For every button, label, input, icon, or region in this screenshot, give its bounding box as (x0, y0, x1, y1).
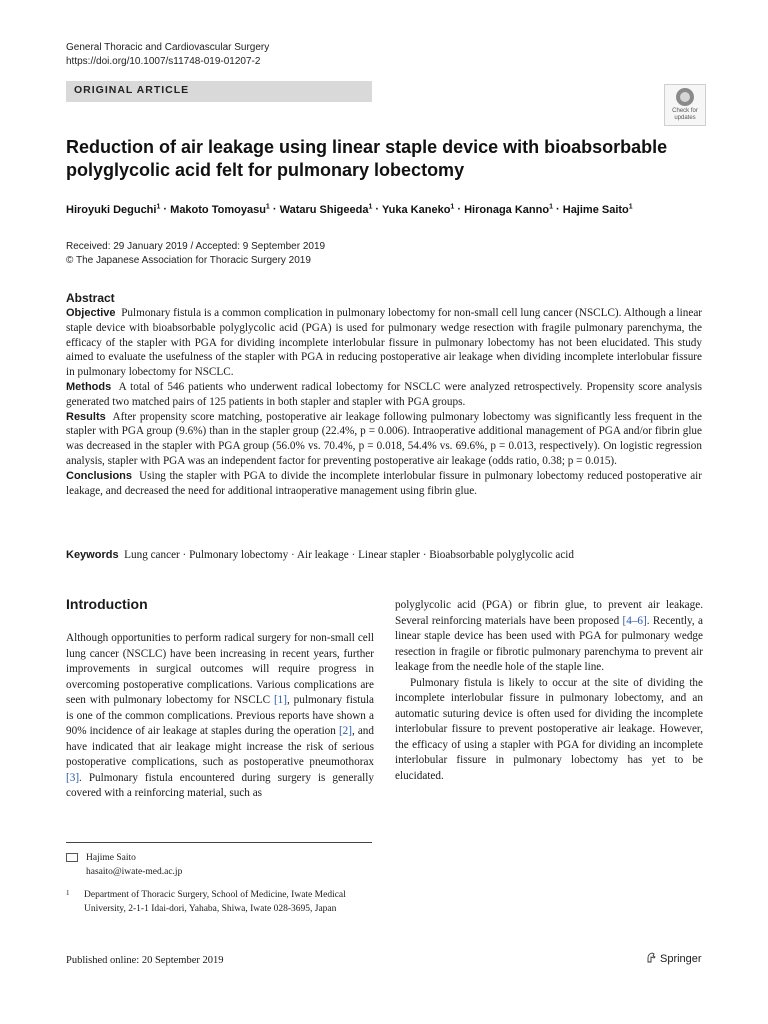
publisher-name: Springer (660, 953, 702, 965)
intro-paragraph: polyglycolic acid (PGA) or fibrin glue, to prevent air leakage. Several reinforcing materials have been proposed [4–6]. Recently, a linear staple device has been used with PGA for pulmonary wedge resection in fragile or fibrotic pulmonary parenchyma to prevent air leakage from the needle hole of the staple line. (395, 599, 703, 673)
doi-link[interactable]: https://doi.org/10.1007/s11748-019-01207-2 (66, 56, 261, 67)
corresponding-name: Hajime Saito (86, 853, 136, 863)
author[interactable]: Yuka Kaneko$^1$ (381, 203, 455, 216)
article-dates (66, 240, 325, 268)
check-for-updates-button[interactable] (664, 84, 706, 126)
affiliation-number: 1 (66, 889, 70, 897)
citation-link[interactable]: [2] (338, 725, 352, 737)
intro-paragraph: Pulmonary fistula is likely to occur at the site of dividing the incomplete interlobular fissure in pulmonary lobectomy, and an automatic suturing device is often used for dividing the incomplete interlobular fissure to prevent postoperative air leakage. However, the efficacy of using a stapler with PGA for dividing an incomplete interlobular fissure in pulmonary lobectomy has yet to be elucidated. (395, 676, 703, 782)
envelope-icon (66, 853, 78, 862)
author-list: Hiroyuki Deguchi$^1$ · Makoto Tomoyasu$^1$ · Wataru Shigeeda$^1$ · Yuka Kaneko$^1$ · Hironaga Kanno$^1$ · Hajime Saito$^1$ (66, 203, 633, 216)
keywords-label: Keywords (66, 549, 119, 561)
article-type-label: ORIGINAL ARTICLE (74, 84, 190, 96)
journal-header (66, 41, 269, 69)
intro-column-right (395, 598, 703, 784)
published-date: Published online: 20 September 2019 (66, 955, 224, 966)
copyright: © The Japanese Association for Thoracic Surgery 2019 (66, 255, 311, 266)
journal-name: General Thoracic and Cardiovascular Surgery (66, 42, 270, 53)
citation-link[interactable]: [4–6] (622, 614, 647, 627)
author[interactable]: Makoto Tomoyasu$^1$ (170, 203, 270, 216)
introduction-heading: Introduction (66, 596, 148, 612)
intro-column-left (66, 631, 374, 802)
springer-horse-icon (646, 952, 656, 963)
keywords-list: Lung cancer · Pulmonary lobectomy · Air leakage · Linear stapler · Bioabsorbable polyglycolic acid (124, 549, 574, 561)
author[interactable]: Hiroyuki Deguchi$^1$ (66, 203, 161, 216)
check-updates-label: Check for updates (672, 108, 698, 121)
keywords (66, 549, 706, 561)
article-type-badge (66, 81, 372, 102)
corresponding-email[interactable]: hasaito@iwate-med.ac.jp (86, 866, 183, 877)
author[interactable]: Wataru Shigeeda$^1$ (279, 203, 373, 216)
abstract (66, 290, 702, 498)
affiliation-text: Department of Thoracic Surgery, School of Medicine, Iwate Medical University, 2-1-1 Idai-dori, Yahaba, Shiwa, Iwate 028-3695, Japan (84, 890, 346, 914)
intro-paragraph: Although opportunities to perform radical surgery for non-small cell lung cancer (NSCLC) have been increasing in recent years, further improvements in surgical outcomes will require progress in overcoming postoperative complications. Various complications are seen with pulmonary lobectomy for NSCLC [1], pulmonary fistula is one of the common complications. Previous reports have shown a 90% incidence of air leakage at staples during the operation [2], and have indicated that air leakage might increase the risk of serious postoperative complications, such as postoperative pneumothorax [3]. Pulmonary fistula encountered during surgery is generally covered with a reinforcing material, such as (66, 632, 374, 799)
author[interactable]: Hajime Saito$^1$ (562, 203, 633, 216)
article-title: Reduction of air leakage using linear staple device with bioabsorbable polyglycolic acid felt for pulmonary lobectomy (66, 137, 668, 180)
citation-link[interactable]: [3] (66, 771, 80, 784)
citation-link[interactable]: [1] (273, 694, 287, 706)
author[interactable]: Hironaga Kanno$^1$ (464, 203, 553, 216)
abstract-results: Results After propensity score matching, postoperative air leakage following pulmonary lobectomy was significantly less frequent in the stapler with PGA group (9.6%) than in the stapler group (22.4%, p = 0.006). Intraoperative additional management of PGA and/or fibrin glue was decreased in the stapler with PGA group (56.0% vs. 70.4%, p = 0.018, 54.4% vs. 69.6%, p = 0.013, respectively). On logistic regression analysis, stapler with PGA was an independent factor for preventing postoperative air leakage (odds ratio, 0.38; p = 0.015). (66, 410, 702, 467)
update-check-icon (676, 88, 694, 106)
footnote-divider (66, 842, 372, 843)
abstract-heading: Abstract (66, 291, 115, 305)
received-accepted: Received: 29 January 2019 / Accepted: 9 September 2019 (66, 241, 326, 252)
publisher-logo (646, 952, 702, 965)
abstract-conclusions: Conclusions Using the stapler with PGA to divide the incomplete interlobular fissure in pulmonary lobectomy reduced postoperative air leakage, and decreased the need for additional intraoperative management using fibrin glue. (66, 469, 703, 497)
abstract-methods: Methods A total of 546 patients who underwent radical lobectomy for NSCLC were analyzed retrospectively. Propensity score analysis generated two matched pairs of 125 patients in both stapler and stapler with PGA groups. (66, 380, 702, 408)
abstract-objective: Objective Pulmonary fistula is a common complication in pulmonary lobectomy for non-small cell lung cancer (NSCLC). Although a linear staple device with bioabsorbable polyglycolic acid (PGA) is used for pulmonary wedge resection with fragile pulmonary parenchyma, the efficacy of the stapler with PGA for dividing incomplete interlobular fissure in pulmonary lobectomy has not been elucidated. This study aimed to evaluate the usefulness of the stapler with PGA in reducing postoperative air leakage when dividing incomplete interlobular fissure in pulmonary lobectomy for NSCLC. (66, 307, 703, 379)
